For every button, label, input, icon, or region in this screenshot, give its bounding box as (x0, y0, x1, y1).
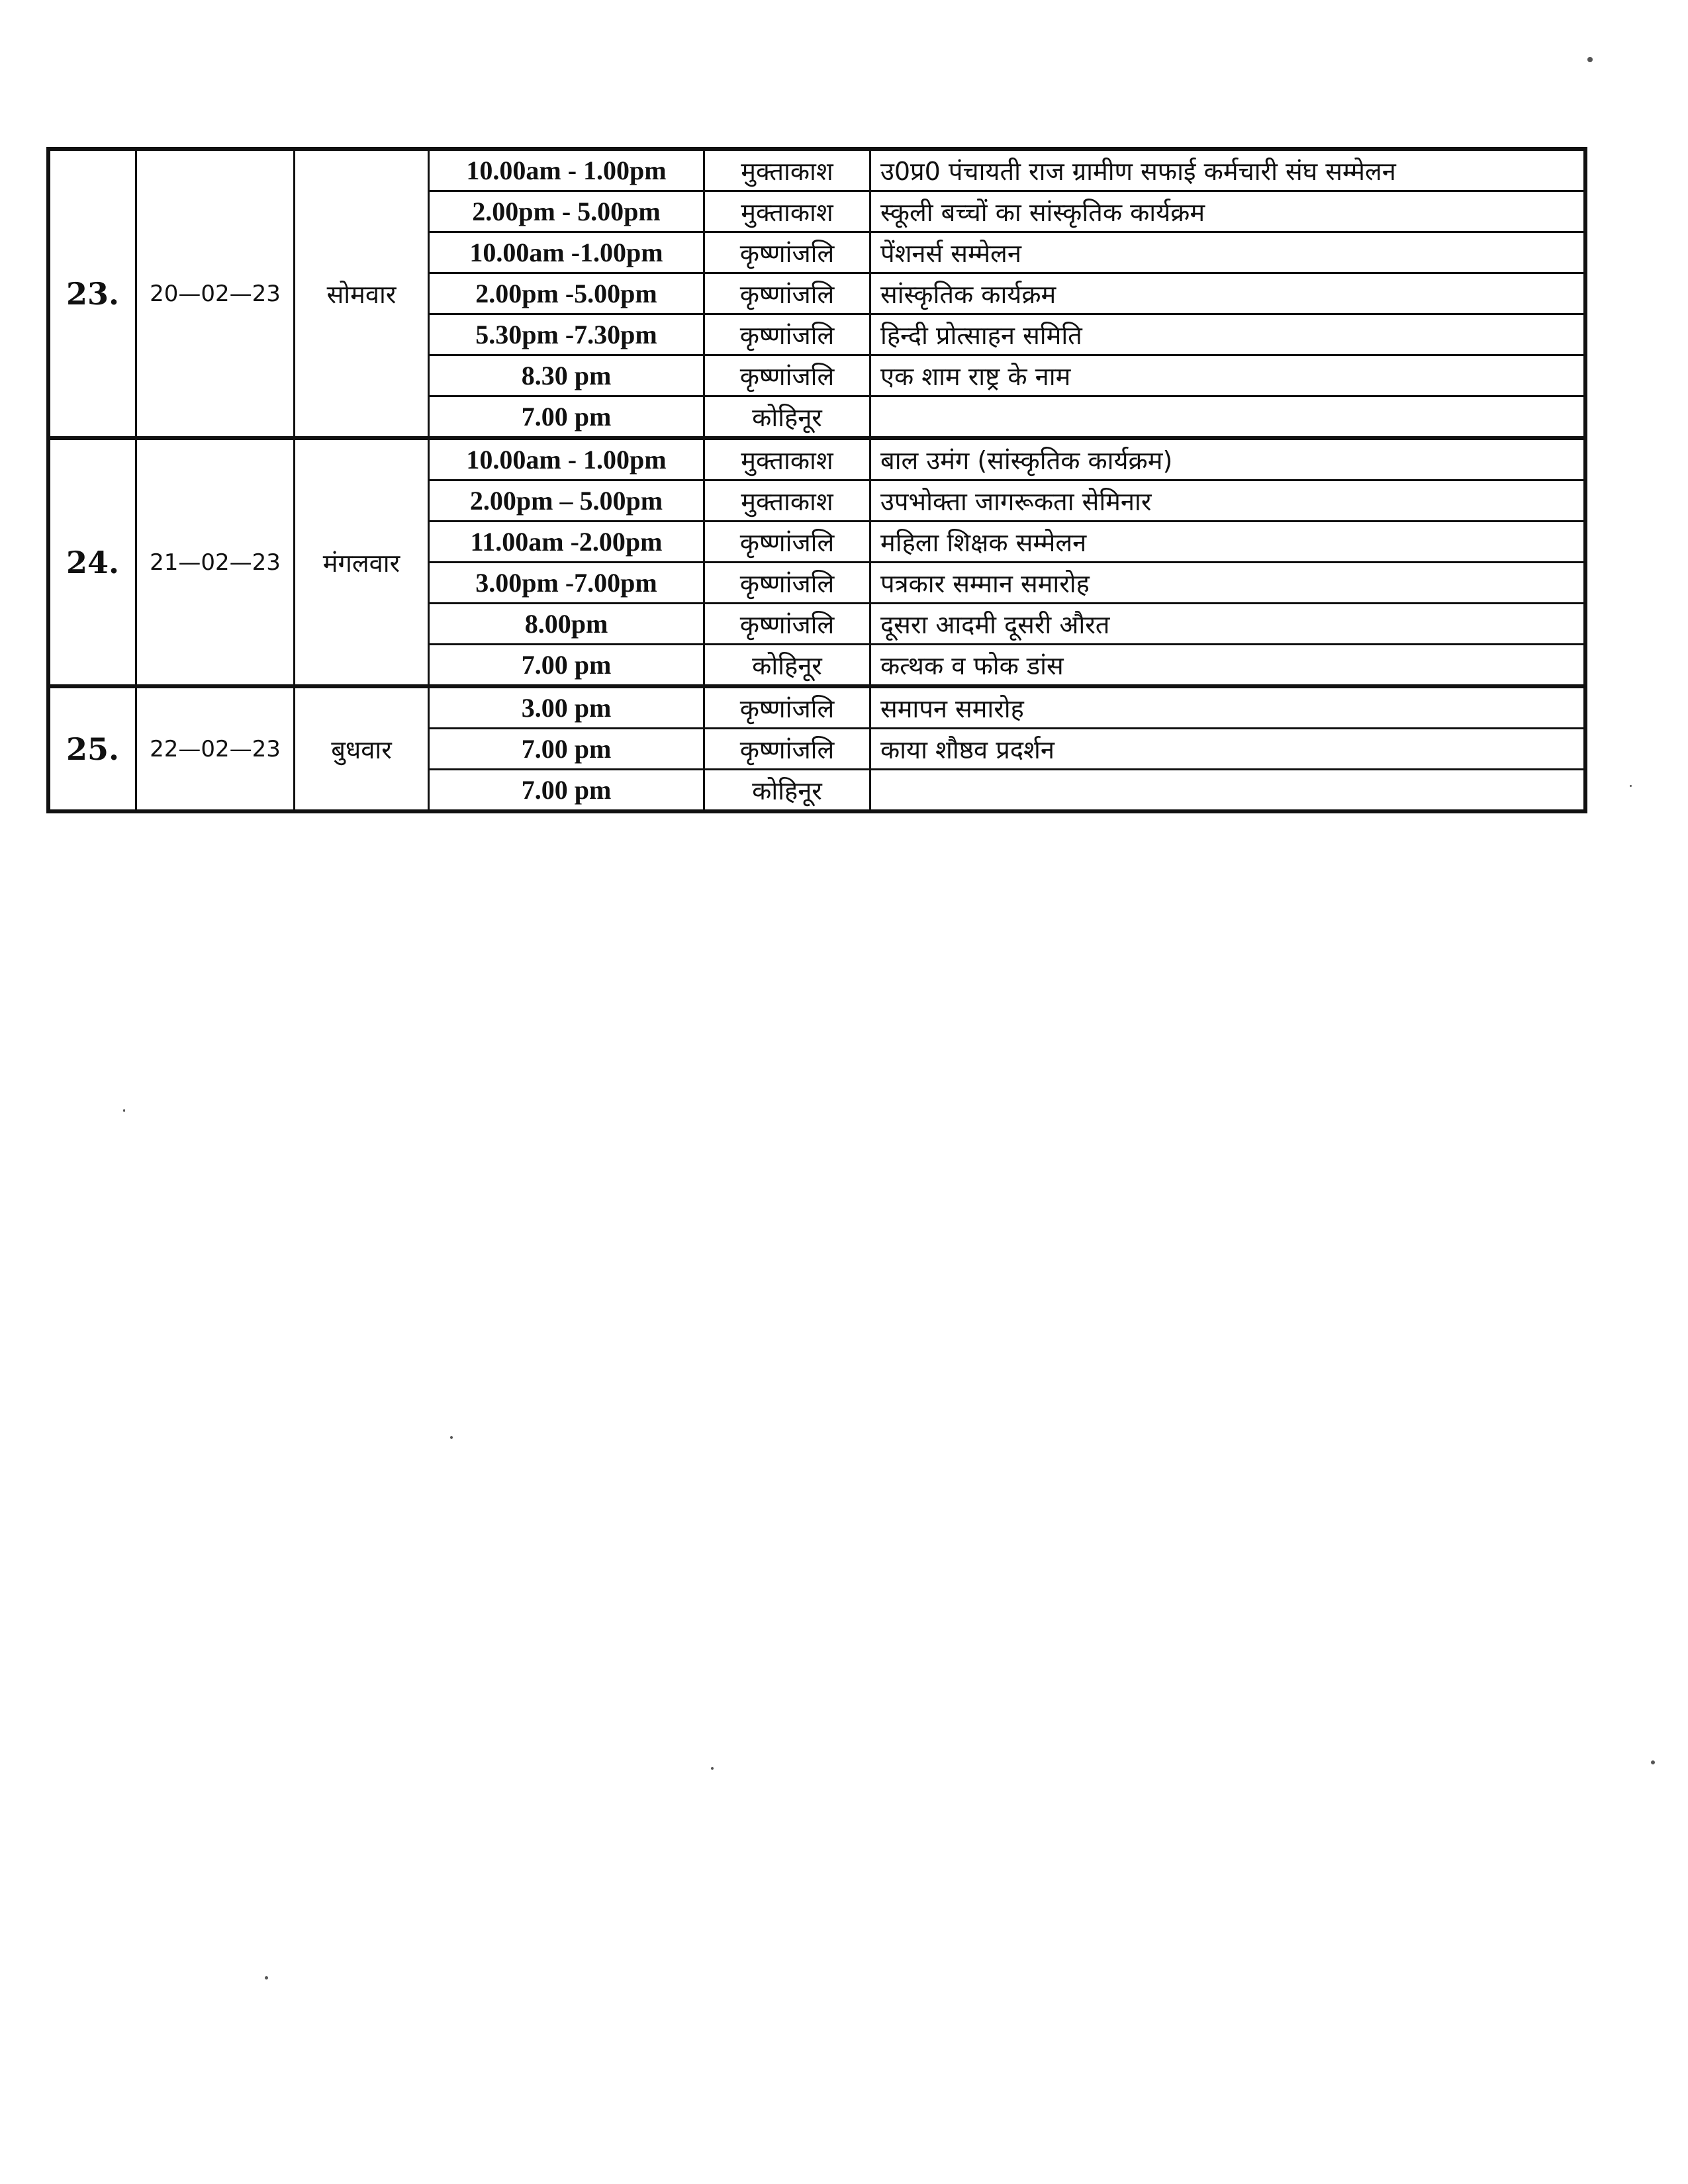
time-cell: 11.00am -2.00pm (429, 522, 704, 563)
event-cell (870, 396, 1586, 439)
time-cell: 7.00 pm (429, 645, 704, 687)
time-cell: 7.00 pm (429, 770, 704, 812)
event-cell: समापन समारोह (870, 686, 1586, 729)
time-cell: 5.30pm -7.30pm (429, 314, 704, 355)
time-cell: 2.00pm -5.00pm (429, 273, 704, 314)
time-cell: 8.00pm (429, 604, 704, 645)
event-cell: उ0प्र0 पंचायती राज ग्रामीण सफाई कर्मचारी संघ सम्मेलन (870, 149, 1586, 191)
venue-cell: कोहिनूर (704, 770, 870, 812)
scan-speck (450, 1436, 453, 1439)
serial-number: 24. (48, 438, 136, 686)
schedule-row (48, 686, 1585, 729)
venue-cell: मुक्ताकाश (704, 438, 870, 480)
scan-speck (1587, 57, 1593, 62)
time-cell: 10.00am - 1.00pm (429, 149, 704, 191)
scan-speck (1630, 785, 1632, 787)
venue-cell: कृष्णांजलि (704, 686, 870, 729)
event-cell: दूसरा आदमी दूसरी औरत (870, 604, 1586, 645)
time-cell: 2.00pm - 5.00pm (429, 191, 704, 232)
event-cell: बाल उमंग (सांस्कृतिक कार्यक्रम) (870, 438, 1586, 480)
venue-cell: कृष्णांजलि (704, 314, 870, 355)
time-cell: 10.00am -1.00pm (429, 232, 704, 273)
venue-cell: कृष्णांजलि (704, 522, 870, 563)
day-cell: बुधवार (295, 686, 429, 811)
event-cell: पेंशनर्स सम्मेलन (870, 232, 1586, 273)
scan-speck (711, 1767, 714, 1770)
venue-cell: कृष्णांजलि (704, 273, 870, 314)
scan-speck (265, 1976, 268, 1979)
event-schedule-table (46, 147, 1587, 813)
serial-number: 23. (48, 149, 136, 438)
time-cell: 10.00am - 1.00pm (429, 438, 704, 480)
day-cell: मंगलवार (295, 438, 429, 686)
event-cell: स्कूली बच्चों का सांस्कृतिक कार्यक्रम (870, 191, 1586, 232)
event-cell (870, 770, 1586, 812)
event-cell: काया शौष्ठव प्रदर्शन (870, 729, 1586, 770)
venue-cell: कृष्णांजलि (704, 604, 870, 645)
time-cell: 8.30 pm (429, 355, 704, 396)
venue-cell: कृष्णांजलि (704, 232, 870, 273)
schedule-body (48, 149, 1585, 811)
schedule-row (48, 149, 1585, 191)
event-cell: महिला शिक्षक सम्मेलन (870, 522, 1586, 563)
event-cell: सांस्कृतिक कार्यक्रम (870, 273, 1586, 314)
time-cell: 2.00pm – 5.00pm (429, 480, 704, 522)
scan-speck (123, 1109, 125, 1112)
day-cell: सोमवार (295, 149, 429, 438)
time-cell: 3.00 pm (429, 686, 704, 729)
venue-cell: कोहिनूर (704, 645, 870, 687)
event-cell: कत्थक व फोक डांस (870, 645, 1586, 687)
serial-number: 25. (48, 686, 136, 811)
venue-cell: कोहिनूर (704, 396, 870, 439)
date-cell: 22—02—23 (136, 686, 295, 811)
event-cell: पत्रकार सम्मान समारोह (870, 563, 1586, 604)
venue-cell: कृष्णांजलि (704, 563, 870, 604)
event-cell: हिन्दी प्रोत्साहन समिति (870, 314, 1586, 355)
time-cell: 7.00 pm (429, 396, 704, 439)
time-cell: 7.00 pm (429, 729, 704, 770)
schedule-row (48, 438, 1585, 480)
venue-cell: कृष्णांजलि (704, 729, 870, 770)
venue-cell: मुक्ताकाश (704, 191, 870, 232)
venue-cell: कृष्णांजलि (704, 355, 870, 396)
event-cell: उपभोक्ता जागरूकता सेमिनार (870, 480, 1586, 522)
scan-speck (1651, 1760, 1655, 1764)
venue-cell: मुक्ताकाश (704, 480, 870, 522)
venue-cell: मुक्ताकाश (704, 149, 870, 191)
date-cell: 21—02—23 (136, 438, 295, 686)
event-cell: एक शाम राष्ट्र के नाम (870, 355, 1586, 396)
time-cell: 3.00pm -7.00pm (429, 563, 704, 604)
date-cell: 20—02—23 (136, 149, 295, 438)
